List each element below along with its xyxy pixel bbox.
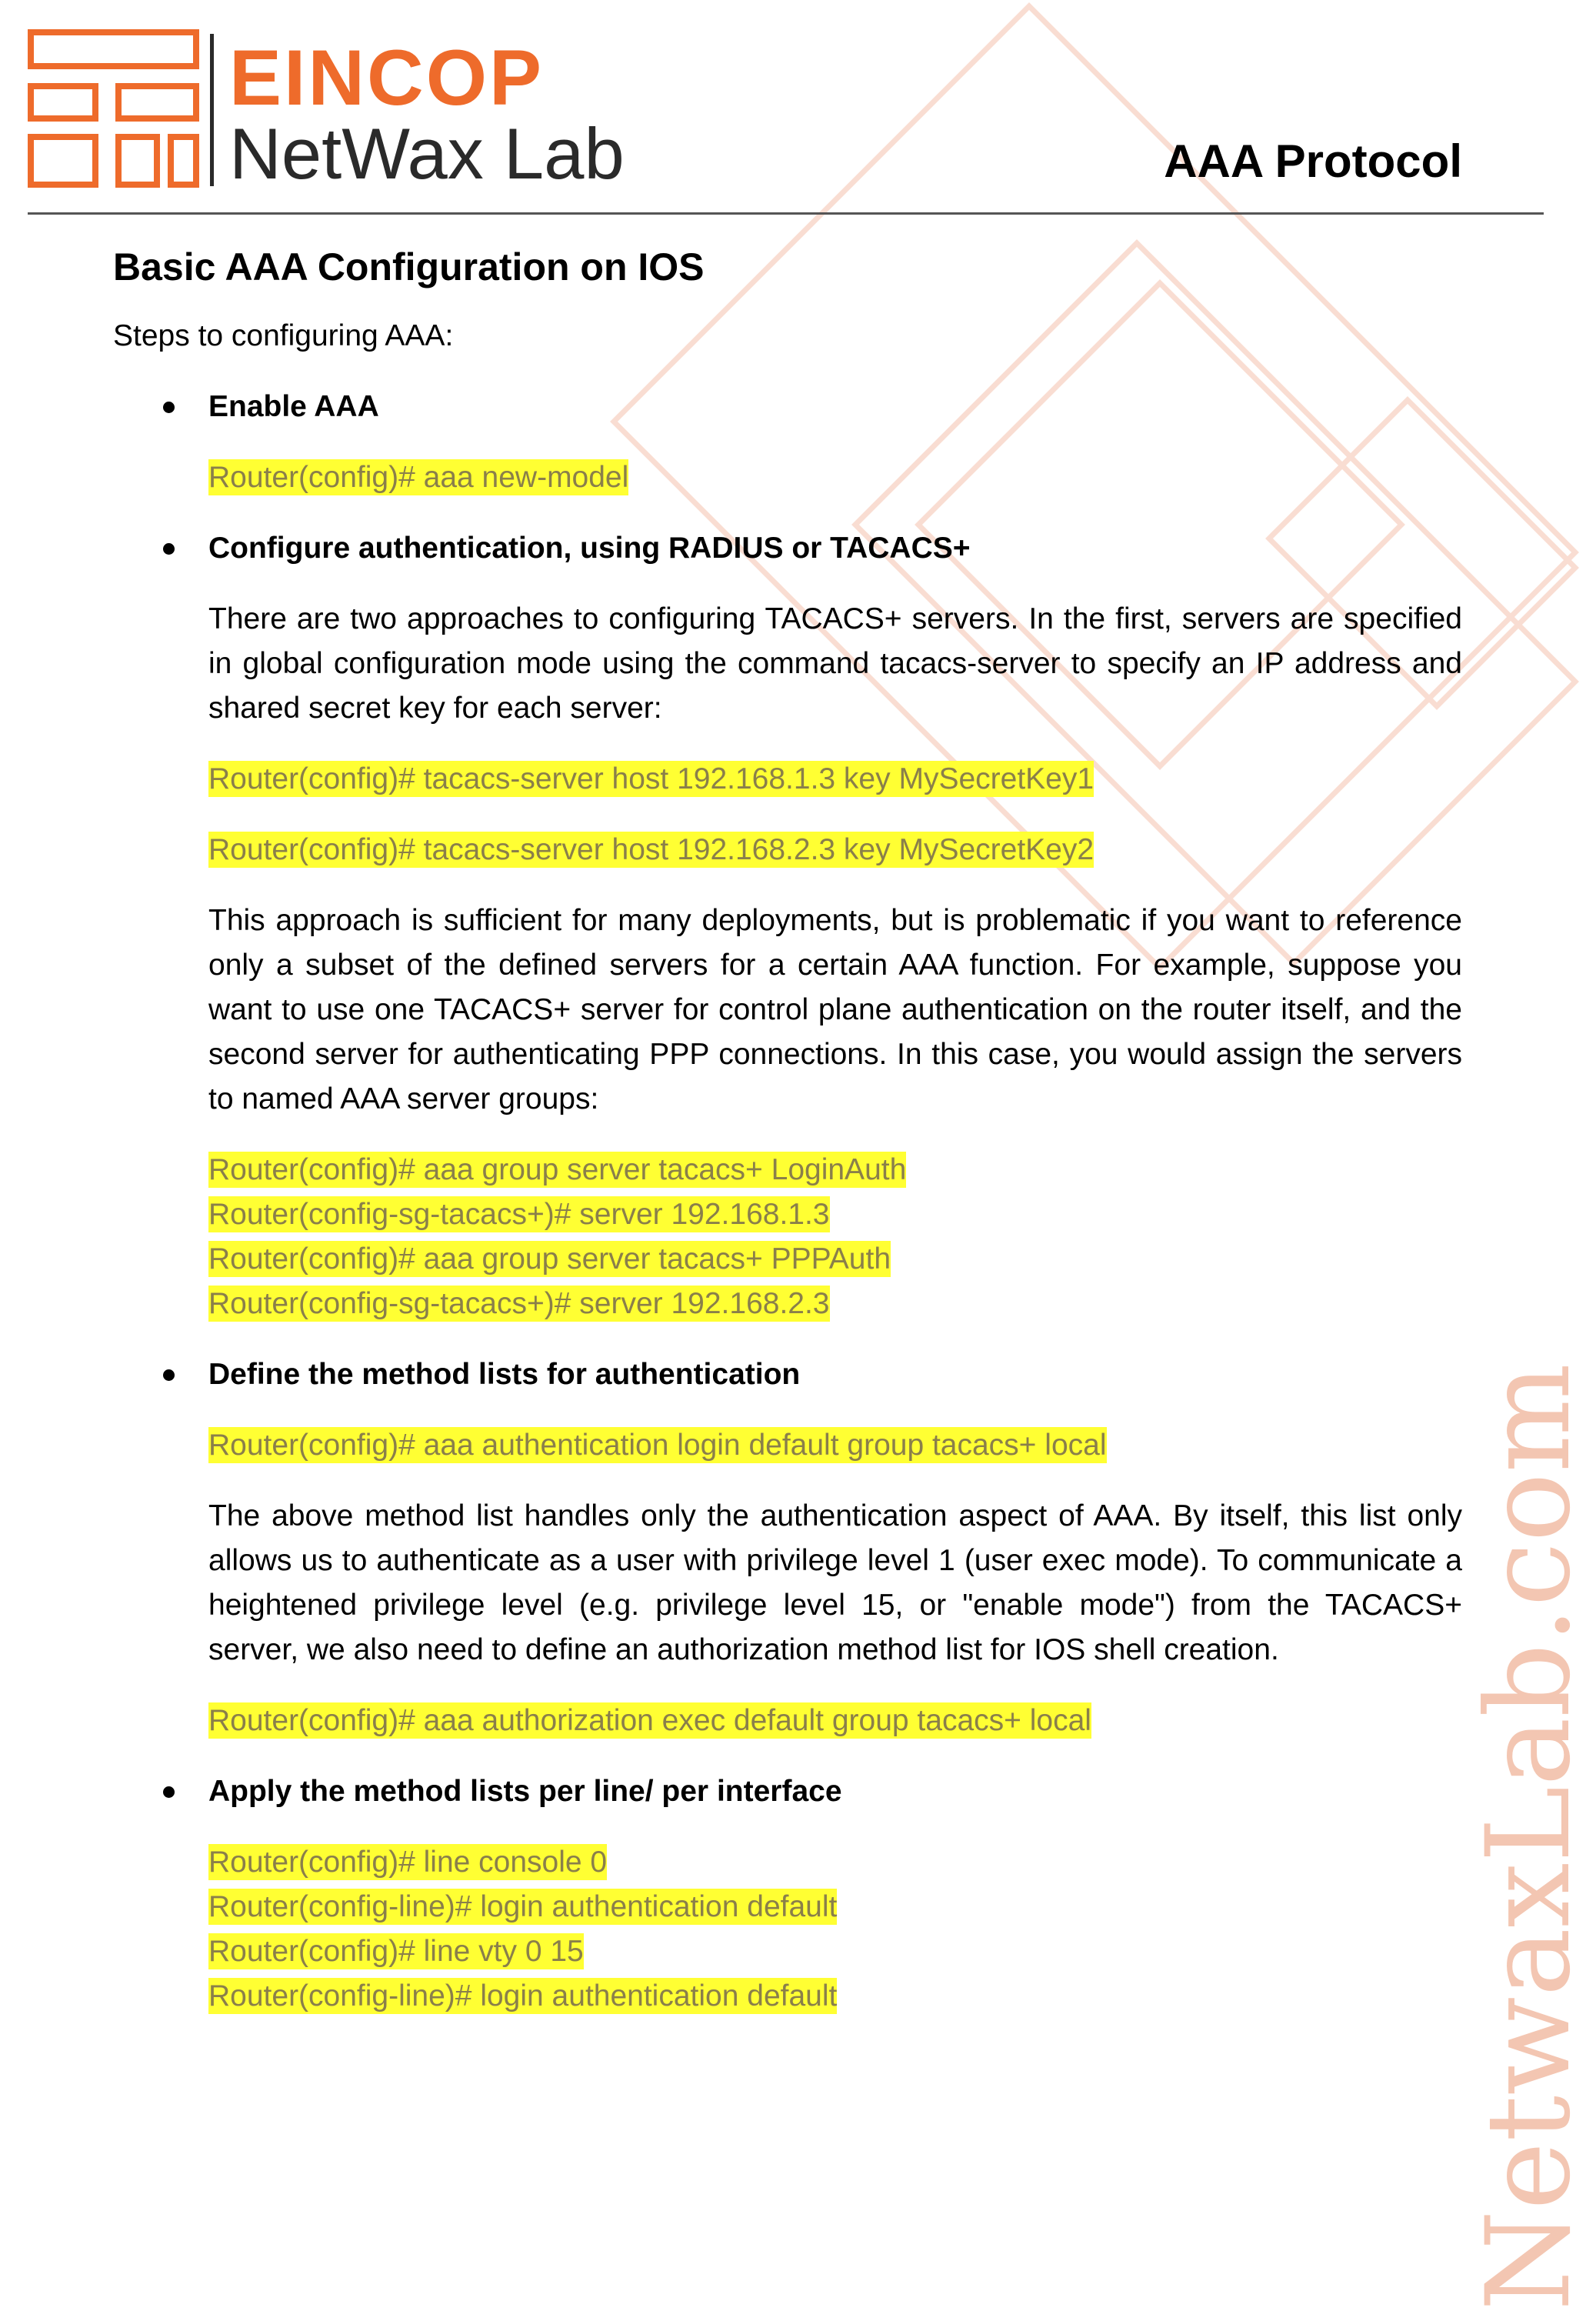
header-divider [28, 212, 1544, 215]
step-item [113, 526, 1462, 1326]
step-title-text: Enable AAA [208, 390, 379, 423]
command-text: Router(config)# aaa authorization exec default group tacacs+ local [208, 1704, 1091, 1737]
command-text: Router(config)# aaa group server tacacs+ PPPAuth [208, 1242, 891, 1276]
code-block [208, 455, 1462, 500]
code-line [208, 1699, 1462, 1743]
section-heading: Basic AAA Configuration on IOS [113, 245, 705, 288]
command-text: Router(config-sg-tacacs+)# server 192.168.2.3 [208, 1287, 830, 1320]
code-line [208, 1192, 1462, 1237]
code-line [208, 757, 1462, 802]
command-text: Router(config-line)# login authentication default [208, 1979, 838, 2013]
code-block [208, 1423, 1462, 1468]
command-text: Router(config)# aaa group server tacacs+ LoginAuth [208, 1153, 907, 1186]
company-logo [28, 28, 643, 194]
body-paragraph: This approach is sufficient for many deployments, but is problematic if you want to reference only a subset of the defined servers for a certain AAA function. For example, suppose you want to use one TACACS+ server for control plane authentication on the router itself, and the second server for authenticating PPP connections. In this case, you would assign the servers to named AAA server groups: [208, 904, 1462, 1115]
site-watermark: NetwaxLab.com [1462, 1362, 1596, 2311]
logo-brand-text: EINCOP [229, 34, 545, 122]
bullet-icon [163, 543, 175, 555]
command-text: Router(config)# tacacs-server host 192.168.1.3 key MySecretKey1 [208, 762, 1095, 795]
document-body [113, 240, 1462, 2045]
body-paragraph: There are two approaches to configuring TACACS+ servers. In the first, servers are specified in global configuration mode using the command tacacs-server to specify an IP address and shared secret key for each server: [208, 602, 1462, 725]
code-line [208, 1929, 1462, 1974]
step-title [113, 1352, 1462, 1397]
code-line [208, 828, 1462, 872]
code-line [208, 1148, 1462, 1192]
command-text: Router(config-sg-tacacs+)# server 192.168.1.3 [208, 1198, 830, 1231]
step-title [113, 385, 1462, 429]
step-title [113, 1769, 1462, 1814]
code-line [208, 1282, 1462, 1326]
code-line [208, 1885, 1462, 1929]
code-block [208, 1840, 1462, 2019]
steps-list [113, 385, 1462, 2019]
code-line [208, 1974, 1462, 2019]
step-title-text: Define the method lists for authentication [208, 1358, 801, 1391]
command-text: Router(config)# line console 0 [208, 1846, 608, 1879]
body-paragraph: The above method list handles only the authentication aspect of AAA. By itself, this list only allows us to authenticate as a user with privilege level 1 (user exec mode). To communicate a heightened privilege level (e.g. privilege level 15, or "enable mode") from the TACACS+ server, we also need to define an authorization method list for IOS shell creation. [208, 1499, 1462, 1666]
code-line [208, 1423, 1462, 1468]
bullet-icon [163, 1369, 175, 1381]
logo-subtitle-text: NetWax Lab [229, 113, 625, 194]
step-item [113, 385, 1462, 500]
bullet-icon [163, 1786, 175, 1798]
step-title-text: Apply the method lists per line/ per interface [208, 1775, 842, 1808]
code-line [208, 1237, 1462, 1282]
step-title [113, 526, 1462, 571]
code-line [208, 1840, 1462, 1885]
logo-divider [210, 34, 214, 186]
command-text: Router(config)# line vty 0 15 [208, 1935, 584, 1968]
step-title-text: Configure authentication, using RADIUS or TACACS+ [208, 532, 971, 565]
document-title: AAA Protocol [1164, 135, 1462, 187]
logo-mark-icon [28, 28, 201, 191]
code-block [208, 1148, 1462, 1326]
command-text: Router(config)# aaa new-model [208, 461, 629, 494]
command-text: Router(config)# aaa authentication login default group tacacs+ local [208, 1429, 1107, 1462]
command-text: Router(config)# tacacs-server host 192.168.2.3 key MySecretKey2 [208, 833, 1095, 866]
command-text: Router(config-line)# login authentication default [208, 1890, 838, 1923]
code-block [208, 757, 1462, 802]
step-item [113, 1769, 1462, 2019]
code-block [208, 1699, 1462, 1743]
code-block [208, 828, 1462, 872]
code-line [208, 455, 1462, 500]
bullet-icon [163, 402, 175, 413]
intro-text: Steps to configuring AAA: [113, 319, 454, 352]
step-item [113, 1352, 1462, 1743]
